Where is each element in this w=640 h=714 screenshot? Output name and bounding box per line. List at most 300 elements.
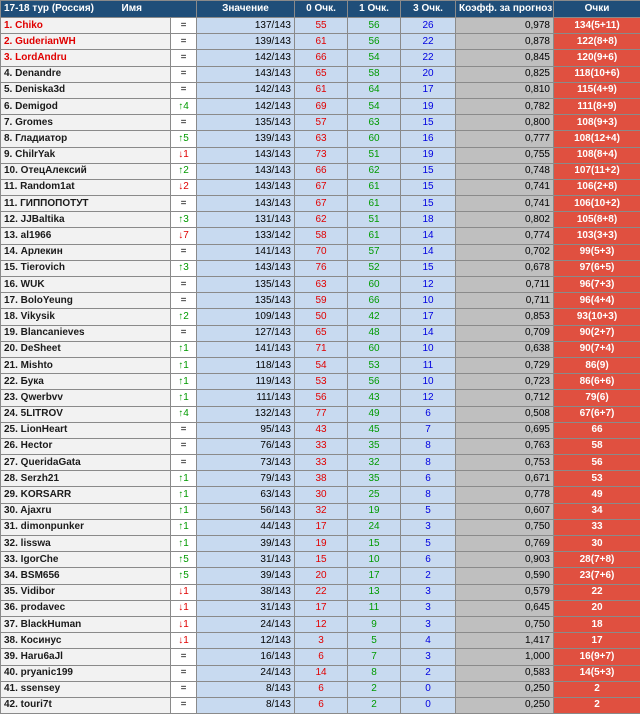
player-name: 25. LionHeart: [1, 422, 171, 438]
three-points-count: 12: [401, 390, 456, 406]
player-name: 28. Serzh21: [1, 471, 171, 487]
three-points-count: 19: [401, 147, 456, 163]
predictions-value: 141/143: [197, 341, 295, 357]
one-point-count: 2: [348, 681, 401, 697]
trend-indicator: ↑5: [171, 131, 197, 147]
zero-points-count: 66: [295, 50, 348, 66]
table-row: [1, 649, 640, 665]
trend-indicator: ↑2: [171, 163, 197, 179]
table-row: [1, 487, 640, 503]
three-points-count: 0: [401, 697, 456, 713]
one-point-count: 58: [348, 66, 401, 82]
zero-points-count: 12: [295, 616, 348, 632]
standings-body: [1, 18, 640, 714]
three-points-count: 15: [401, 163, 456, 179]
trend-indicator: =: [171, 115, 197, 131]
three-points-count: 16: [401, 131, 456, 147]
one-point-count: 24: [348, 519, 401, 535]
predictions-value: 16/143: [197, 649, 295, 665]
table-row: [1, 115, 640, 131]
zero-points-count: 6: [295, 649, 348, 665]
table-row: [1, 325, 640, 341]
zero-points-count: 63: [295, 277, 348, 293]
one-point-count: 49: [348, 406, 401, 422]
one-point-count: 48: [348, 325, 401, 341]
trend-indicator: ↑1: [171, 341, 197, 357]
zero-points-count: 33: [295, 455, 348, 471]
one-point-count: 54: [348, 98, 401, 114]
zero-points-count: 43: [295, 422, 348, 438]
trend-indicator: ↓1: [171, 600, 197, 616]
prediction-coefficient: 0,755: [456, 147, 554, 163]
player-name: 19. Blancanieves: [1, 325, 171, 341]
zero-points-count: 77: [295, 406, 348, 422]
predictions-value: 24/143: [197, 665, 295, 681]
zero-points-count: 15: [295, 552, 348, 568]
predictions-value: 12/143: [197, 633, 295, 649]
table-row: [1, 665, 640, 681]
player-name: 35. Vidibor: [1, 584, 171, 600]
player-name: 38. Косинус: [1, 633, 171, 649]
total-points: 111(8+9): [554, 98, 640, 114]
zero-points-count: 70: [295, 244, 348, 260]
one-point-count: 25: [348, 487, 401, 503]
prediction-coefficient: 0,695: [456, 422, 554, 438]
trend-indicator: =: [171, 665, 197, 681]
table-row: [1, 568, 640, 584]
table-row: [1, 18, 640, 34]
one-point-count: 56: [348, 34, 401, 50]
three-points-count: 6: [401, 471, 456, 487]
one-point-count: 60: [348, 341, 401, 357]
one-point-count: 52: [348, 260, 401, 276]
one-point-count: 35: [348, 438, 401, 454]
total-points: 2: [554, 697, 640, 713]
zero-points-count: 54: [295, 357, 348, 373]
one-point-count: 43: [348, 390, 401, 406]
player-name: 15. Tierovich: [1, 260, 171, 276]
three-points-count: 26: [401, 18, 456, 34]
table-row: [1, 503, 640, 519]
player-name: 1. Chiko: [1, 18, 171, 34]
predictions-value: 142/143: [197, 50, 295, 66]
prediction-coefficient: 0,709: [456, 325, 554, 341]
predictions-value: 127/143: [197, 325, 295, 341]
three-points-count: 0: [401, 681, 456, 697]
three-points-count: 14: [401, 228, 456, 244]
zero-points-count: 50: [295, 309, 348, 325]
total-points: 17: [554, 633, 640, 649]
zero-points-count: 65: [295, 66, 348, 82]
three-points-count: 3: [401, 600, 456, 616]
one-point-count: 63: [348, 115, 401, 131]
player-name: 26. Hector: [1, 438, 171, 454]
predictions-value: 111/143: [197, 390, 295, 406]
trend-indicator: =: [171, 50, 197, 66]
three-points-count: 14: [401, 325, 456, 341]
predictions-value: 143/143: [197, 147, 295, 163]
three-points-count: 7: [401, 422, 456, 438]
table-row: [1, 244, 640, 260]
three-points-count: 22: [401, 34, 456, 50]
player-name: 37. BlackHuman: [1, 616, 171, 632]
trend-indicator: =: [171, 277, 197, 293]
predictions-value: 56/143: [197, 503, 295, 519]
player-name: 14. Арлекин: [1, 244, 171, 260]
table-row: [1, 357, 640, 373]
three-points-count: 2: [401, 665, 456, 681]
prediction-coefficient: 0,774: [456, 228, 554, 244]
one-point-count: 2: [348, 697, 401, 713]
zero-points-count: 66: [295, 163, 348, 179]
total-points: 30: [554, 536, 640, 552]
one-point-count: 7: [348, 649, 401, 665]
prediction-coefficient: 0,802: [456, 212, 554, 228]
predictions-value: 143/143: [197, 163, 295, 179]
trend-indicator: ↑4: [171, 98, 197, 114]
one-point-count: 11: [348, 600, 401, 616]
prediction-coefficient: 0,778: [456, 487, 554, 503]
player-name: 10. ОтецАлексий: [1, 163, 171, 179]
predictions-value: 143/143: [197, 196, 295, 212]
one-point-count: 54: [348, 50, 401, 66]
zero-points-count: 71: [295, 341, 348, 357]
predictions-value: 141/143: [197, 244, 295, 260]
zero-points-count: 69: [295, 98, 348, 114]
prediction-coefficient: 0,711: [456, 277, 554, 293]
total-points: 108(12+4): [554, 131, 640, 147]
prediction-coefficient: 0,250: [456, 697, 554, 713]
one-point-count: 64: [348, 82, 401, 98]
zero-points-count: 65: [295, 325, 348, 341]
table-row: [1, 260, 640, 276]
one-point-count: 5: [348, 633, 401, 649]
three-points-count: 11: [401, 357, 456, 373]
trend-indicator: ↑4: [171, 406, 197, 422]
one-point-count: 53: [348, 357, 401, 373]
player-name: 22. Бука: [1, 374, 171, 390]
trend-indicator: =: [171, 438, 197, 454]
player-name: 24. 5LITROV: [1, 406, 171, 422]
trend-indicator: ↑3: [171, 212, 197, 228]
table-row: [1, 584, 640, 600]
player-name: 16. WUK: [1, 277, 171, 293]
player-name: 29. KORSARR: [1, 487, 171, 503]
zero-points-count: 6: [295, 681, 348, 697]
prediction-coefficient: 0,782: [456, 98, 554, 114]
trend-indicator: =: [171, 196, 197, 212]
player-name: 27. QueridaGata: [1, 455, 171, 471]
one-point-count: 60: [348, 277, 401, 293]
one-point-count: 9: [348, 616, 401, 632]
predictions-value: 24/143: [197, 616, 295, 632]
table-row: [1, 390, 640, 406]
player-name: 2. GuderianWH: [1, 34, 171, 50]
header-pts3: 3 Очк.: [401, 1, 456, 18]
total-points: 86(6+6): [554, 374, 640, 390]
total-points: 56: [554, 455, 640, 471]
player-name: 11. Random1at: [1, 179, 171, 195]
header-row: [1, 1, 640, 18]
zero-points-count: 17: [295, 519, 348, 535]
prediction-coefficient: 0,748: [456, 163, 554, 179]
header-coef: Коэфф. за прогноз: [456, 1, 554, 18]
three-points-count: 12: [401, 277, 456, 293]
table-row: [1, 438, 640, 454]
three-points-count: 3: [401, 649, 456, 665]
three-points-count: 15: [401, 260, 456, 276]
zero-points-count: 19: [295, 536, 348, 552]
prediction-coefficient: 0,753: [456, 455, 554, 471]
prediction-coefficient: 0,671: [456, 471, 554, 487]
table-row: [1, 374, 640, 390]
table-row: [1, 681, 640, 697]
three-points-count: 15: [401, 196, 456, 212]
prediction-coefficient: 0,741: [456, 196, 554, 212]
zero-points-count: 32: [295, 503, 348, 519]
one-point-count: 56: [348, 374, 401, 390]
total-points: 96(7+3): [554, 277, 640, 293]
header-pts0: 0 Очк.: [295, 1, 348, 18]
predictions-value: 76/143: [197, 438, 295, 454]
table-row: [1, 293, 640, 309]
player-name: 18. Vikysik: [1, 309, 171, 325]
table-row: [1, 697, 640, 713]
table-row: [1, 147, 640, 163]
table-row: [1, 633, 640, 649]
total-points: 115(4+9): [554, 82, 640, 98]
table-row: [1, 536, 640, 552]
total-points: 86(9): [554, 357, 640, 373]
prediction-coefficient: 0,800: [456, 115, 554, 131]
prediction-coefficient: 0,750: [456, 616, 554, 632]
trend-indicator: =: [171, 422, 197, 438]
one-point-count: 62: [348, 163, 401, 179]
table-row: [1, 131, 640, 147]
table-row: [1, 341, 640, 357]
three-points-count: 17: [401, 309, 456, 325]
three-points-count: 17: [401, 82, 456, 98]
zero-points-count: 63: [295, 131, 348, 147]
three-points-count: 6: [401, 552, 456, 568]
one-point-count: 57: [348, 244, 401, 260]
zero-points-count: 67: [295, 179, 348, 195]
total-points: 120(9+6): [554, 50, 640, 66]
one-point-count: 35: [348, 471, 401, 487]
trend-indicator: ↑1: [171, 487, 197, 503]
table-row: [1, 471, 640, 487]
prediction-coefficient: 0,769: [456, 536, 554, 552]
prediction-coefficient: 0,903: [456, 552, 554, 568]
three-points-count: 3: [401, 519, 456, 535]
predictions-value: 95/143: [197, 422, 295, 438]
trend-indicator: =: [171, 34, 197, 50]
player-name: 33. IgorChe: [1, 552, 171, 568]
three-points-count: 2: [401, 568, 456, 584]
prediction-coefficient: 0,583: [456, 665, 554, 681]
three-points-count: 18: [401, 212, 456, 228]
trend-indicator: ↓1: [171, 633, 197, 649]
three-points-count: 6: [401, 406, 456, 422]
table-row: [1, 34, 640, 50]
one-point-count: 60: [348, 131, 401, 147]
total-points: 49: [554, 487, 640, 503]
predictions-value: 119/143: [197, 374, 295, 390]
total-points: 14(5+3): [554, 665, 640, 681]
player-name: 6. Demigod: [1, 98, 171, 114]
prediction-coefficient: 0,607: [456, 503, 554, 519]
predictions-value: 31/143: [197, 552, 295, 568]
zero-points-count: 73: [295, 147, 348, 163]
zero-points-count: 67: [295, 196, 348, 212]
player-name: 17. BoloYeung: [1, 293, 171, 309]
player-name: 23. Qwerbvv: [1, 390, 171, 406]
player-name: 9. ChilrYak: [1, 147, 171, 163]
zero-points-count: 22: [295, 584, 348, 600]
zero-points-count: 61: [295, 82, 348, 98]
three-points-count: 4: [401, 633, 456, 649]
predictions-value: 143/143: [197, 179, 295, 195]
total-points: 2: [554, 681, 640, 697]
one-point-count: 8: [348, 665, 401, 681]
three-points-count: 10: [401, 341, 456, 357]
predictions-value: 133/142: [197, 228, 295, 244]
total-points: 90(2+7): [554, 325, 640, 341]
three-points-count: 5: [401, 503, 456, 519]
trend-indicator: ↑1: [171, 519, 197, 535]
zero-points-count: 57: [295, 115, 348, 131]
table-row: [1, 600, 640, 616]
trend-indicator: =: [171, 455, 197, 471]
player-name: 30. Ajaxru: [1, 503, 171, 519]
trend-indicator: =: [171, 66, 197, 82]
predictions-value: 142/143: [197, 98, 295, 114]
trend-indicator: ↑1: [171, 357, 197, 373]
table-row: [1, 98, 640, 114]
trend-indicator: =: [171, 649, 197, 665]
player-name: 32. lisswa: [1, 536, 171, 552]
one-point-count: 15: [348, 536, 401, 552]
prediction-coefficient: 0,723: [456, 374, 554, 390]
predictions-value: 44/143: [197, 519, 295, 535]
header-value: Значение: [197, 1, 295, 18]
trend-indicator: ↑1: [171, 536, 197, 552]
total-points: 134(5+11): [554, 18, 640, 34]
total-points: 66: [554, 422, 640, 438]
predictions-value: 139/143: [197, 34, 295, 50]
predictions-value: 118/143: [197, 357, 295, 373]
prediction-coefficient: 0,711: [456, 293, 554, 309]
one-point-count: 32: [348, 455, 401, 471]
one-point-count: 66: [348, 293, 401, 309]
predictions-value: 132/143: [197, 406, 295, 422]
prediction-coefficient: 1,417: [456, 633, 554, 649]
trend-indicator: ↑1: [171, 390, 197, 406]
table-row: [1, 66, 640, 82]
prediction-coefficient: 0,750: [456, 519, 554, 535]
predictions-value: 63/143: [197, 487, 295, 503]
prediction-coefficient: 0,579: [456, 584, 554, 600]
table-row: [1, 212, 640, 228]
three-points-count: 15: [401, 179, 456, 195]
three-points-count: 3: [401, 616, 456, 632]
trend-indicator: =: [171, 325, 197, 341]
total-points: 106(10+2): [554, 196, 640, 212]
total-points: 96(4+4): [554, 293, 640, 309]
player-name: 21. Mishto: [1, 357, 171, 373]
player-name: 41. ssensey: [1, 681, 171, 697]
three-points-count: 15: [401, 115, 456, 131]
zero-points-count: 33: [295, 438, 348, 454]
predictions-value: 31/143: [197, 600, 295, 616]
player-name: 20. DeSheet: [1, 341, 171, 357]
three-points-count: 10: [401, 293, 456, 309]
total-points: 53: [554, 471, 640, 487]
zero-points-count: 38: [295, 471, 348, 487]
predictions-value: 79/143: [197, 471, 295, 487]
player-name: 11. ГИППОПОТУТ: [1, 196, 171, 212]
predictions-value: 143/143: [197, 66, 295, 82]
table-row: [1, 309, 640, 325]
player-name: 5. Deniska3d: [1, 82, 171, 98]
zero-points-count: 55: [295, 18, 348, 34]
total-points: 105(8+8): [554, 212, 640, 228]
total-points: 93(10+3): [554, 309, 640, 325]
player-name: 4. Denandre: [1, 66, 171, 82]
zero-points-count: 62: [295, 212, 348, 228]
prediction-coefficient: 0,763: [456, 438, 554, 454]
total-points: 23(7+6): [554, 568, 640, 584]
trend-indicator: ↓1: [171, 147, 197, 163]
one-point-count: 51: [348, 212, 401, 228]
zero-points-count: 58: [295, 228, 348, 244]
player-name: 3. LordAndru: [1, 50, 171, 66]
three-points-count: 8: [401, 455, 456, 471]
trend-indicator: ↓7: [171, 228, 197, 244]
player-name: 12. JJBaltika: [1, 212, 171, 228]
table-row: [1, 82, 640, 98]
one-point-count: 19: [348, 503, 401, 519]
trend-indicator: ↑1: [171, 503, 197, 519]
predictions-value: 38/143: [197, 584, 295, 600]
three-points-count: 20: [401, 66, 456, 82]
prediction-coefficient: 0,250: [456, 681, 554, 697]
player-name: 36. prodavec: [1, 600, 171, 616]
one-point-count: 10: [348, 552, 401, 568]
zero-points-count: 20: [295, 568, 348, 584]
one-point-count: 42: [348, 309, 401, 325]
trend-indicator: =: [171, 18, 197, 34]
prediction-coefficient: 0,810: [456, 82, 554, 98]
predictions-value: 135/143: [197, 293, 295, 309]
table-row: [1, 228, 640, 244]
zero-points-count: 53: [295, 374, 348, 390]
total-points: 97(6+5): [554, 260, 640, 276]
trend-indicator: ↑3: [171, 260, 197, 276]
trend-indicator: ↓1: [171, 616, 197, 632]
header-points: Очки: [554, 1, 640, 18]
predictions-value: 137/143: [197, 18, 295, 34]
total-points: 108(9+3): [554, 115, 640, 131]
one-point-count: 56: [348, 18, 401, 34]
one-point-count: 51: [348, 147, 401, 163]
predictions-value: 8/143: [197, 697, 295, 713]
total-points: 33: [554, 519, 640, 535]
player-name: 34. BSM656: [1, 568, 171, 584]
prediction-coefficient: 0,678: [456, 260, 554, 276]
total-points: 106(2+8): [554, 179, 640, 195]
zero-points-count: 3: [295, 633, 348, 649]
